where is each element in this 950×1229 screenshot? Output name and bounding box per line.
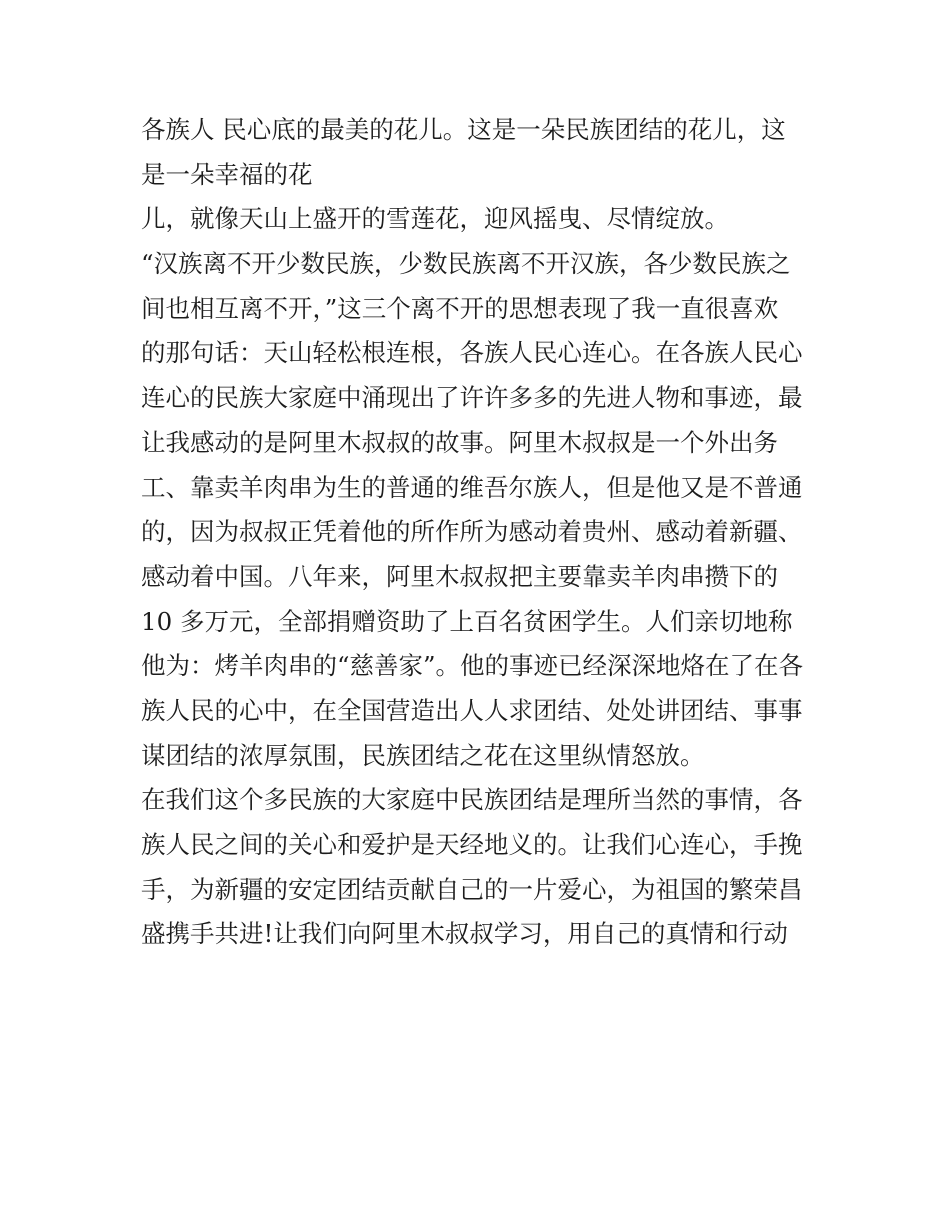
text-line: “汉族离不开少数民族，少数民族离不开汉族，各少数民族之 bbox=[141, 249, 791, 279]
text-line: 族人民的心中，在全国营造出人人求团结、处处讲团结、事事 bbox=[141, 695, 803, 725]
text-line: 连心的民族大家庭中涌现出了许许多多的先进人物和事迹，最 bbox=[141, 383, 803, 413]
text-line: 的，因为叔叔正凭着他的所作所为感动着贵州、感动着新疆、 bbox=[141, 517, 803, 547]
text-line: 儿，就像天山上盛开的雪莲花，迎风摇曳、尽情绽放。 bbox=[141, 204, 729, 234]
body-text bbox=[141, 108, 821, 957]
text-line: 是一朵幸福的花 bbox=[141, 159, 313, 189]
text-line: 族人民之间的关心和爱护是天经地义的。让我们心连心，手挽 bbox=[141, 830, 803, 859]
text-line: 的那句话：天山轻松根连根，各族人民心连心。在各族人民心 bbox=[141, 338, 803, 368]
text-line: 工、靠卖羊肉串为生的普通的维吾尔族人，但是他又是不普通 bbox=[141, 472, 803, 502]
text-line: 感动着中国。八年来，阿里木叔叔把主要靠卖羊肉串攒下的 bbox=[141, 561, 778, 591]
text-line: 10 多万元，全部捐赠资助了上百名贫困学生。人们亲切地称 bbox=[141, 606, 793, 636]
text-line: 在我们这个多民族的大家庭中民族团结是理所当然的事情，各 bbox=[141, 785, 803, 815]
text-line: 盛携手共进!让我们向阿里木叔叔学习，用自己的真情和行动 bbox=[141, 919, 788, 949]
text-line: 谋团结的浓厚氛围，民族团结之花在这里纵情怒放。 bbox=[141, 740, 705, 770]
text-line: 手，为新疆的安定团结贡献自己的一片爱心，为祖国的繁荣昌 bbox=[141, 874, 803, 904]
text-line: 让我感动的是阿里木叔叔的故事。阿里木叔叔是一个外出务 bbox=[141, 427, 778, 457]
text-line: 各族人 民心底的最美的花儿。这是一朵民族团结的花儿，这 bbox=[141, 115, 786, 144]
text-line: 间也相互离不开，”这三个离不开的思想表现了我一直很喜欢 bbox=[141, 293, 779, 323]
text-line: 他为：烤羊肉串的“慈善家”。他的事迹已经深深地烙在了在各 bbox=[141, 651, 804, 681]
